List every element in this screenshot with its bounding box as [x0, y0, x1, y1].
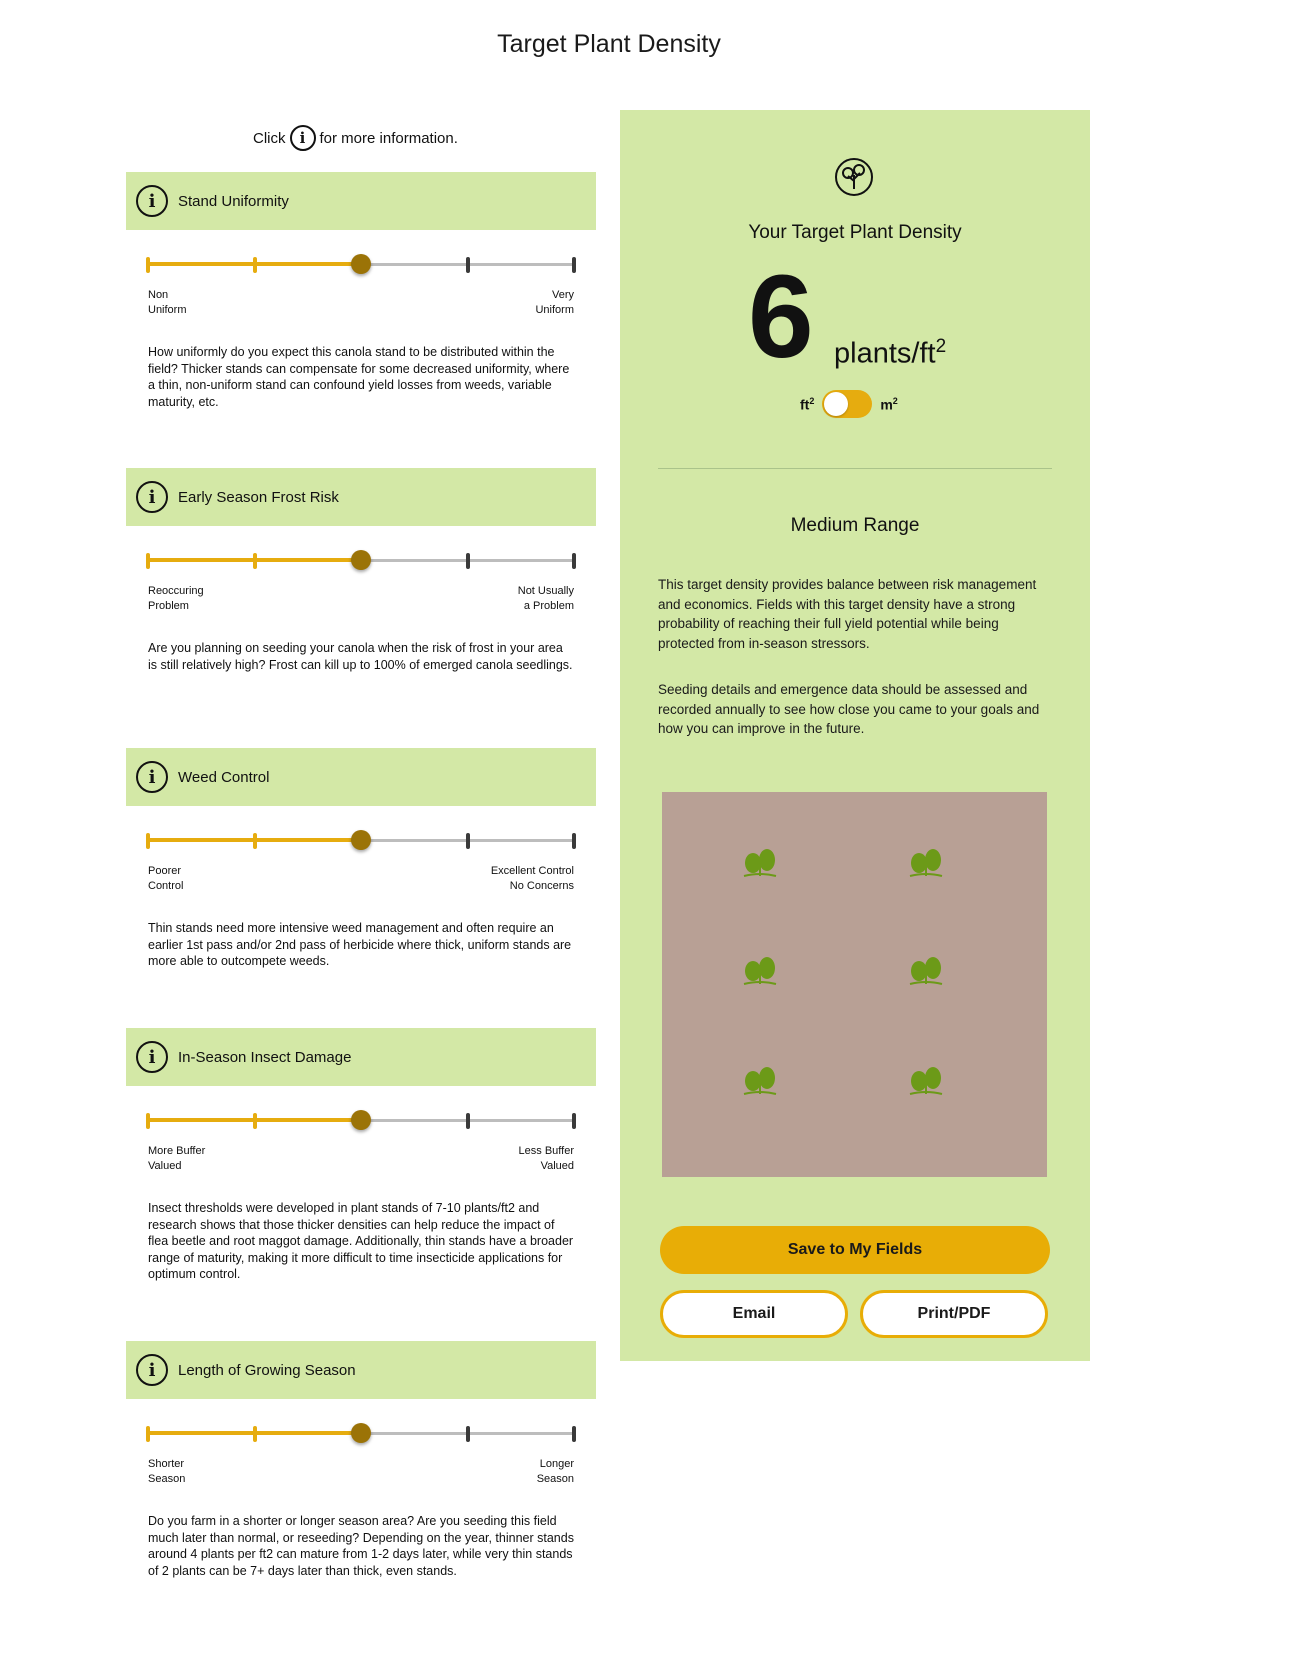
- canola-plant-icon: [834, 157, 874, 197]
- slider-tick[interactable]: [466, 833, 470, 849]
- result-label: Your Target Plant Density: [748, 222, 962, 243]
- save-to-my-fields-button[interactable]: Save to My Fields: [660, 1226, 1050, 1274]
- info-icon[interactable]: i: [136, 1041, 168, 1073]
- factor-title: Length of Growing Season: [178, 1361, 356, 1379]
- result-panel: [620, 110, 1090, 1361]
- slider-handle[interactable]: [351, 1110, 371, 1130]
- range-paragraph: This target density provides balance between risk management and economics. Fields with this target density have a strong probability of reaching their full yield potential while being protected from in-season stressors.: [658, 577, 1037, 651]
- slider-tick[interactable]: [466, 257, 470, 273]
- toggle-label-m: $m^2$: [880, 395, 898, 413]
- divider: [658, 468, 1052, 469]
- factor-slider[interactable]: [148, 250, 574, 280]
- plant-icon: [740, 848, 780, 880]
- density-unit: [834, 336, 946, 371]
- factor-header[interactable]: [126, 1341, 596, 1399]
- slider-right-label: Excellent Control No Concerns: [490, 865, 574, 892]
- factor-slider[interactable]: [148, 1106, 574, 1136]
- factor-section: [126, 1028, 596, 1283]
- slider-tick[interactable]: [146, 1113, 150, 1129]
- slider-tick[interactable]: [572, 1113, 576, 1129]
- slider-tick[interactable]: [146, 833, 150, 849]
- factor-section: [126, 468, 596, 673]
- slider-tick[interactable]: [466, 553, 470, 569]
- slider-right-label: Very Uniform: [535, 289, 574, 316]
- slider-left-label: More Buffer Valued: [148, 1145, 206, 1172]
- factor-header[interactable]: [126, 468, 596, 526]
- info-icon[interactable]: i: [136, 185, 168, 217]
- factor-title: Early Season Frost Risk: [178, 488, 339, 506]
- slider-handle[interactable]: [351, 254, 371, 274]
- slider-handle[interactable]: [351, 830, 371, 850]
- factor-description: Thin stands need more intensive weed management and often require an earlier 1st pass and/or 2nd pass of herbicide where thick, uniform stands are more able to outcompete weeds.: [148, 921, 572, 968]
- unit-exponent: 2: [935, 336, 947, 357]
- slider-tick[interactable]: [146, 257, 150, 273]
- page-title: Target Plant Density: [497, 30, 721, 58]
- slider-tick[interactable]: [466, 1426, 470, 1442]
- slider-end-labels: [148, 1457, 574, 1487]
- slider-left-label: Non Uniform: [148, 289, 187, 316]
- plant-icon: [906, 1066, 946, 1098]
- unit-toggle[interactable]: [822, 390, 872, 418]
- slider-tick[interactable]: [253, 833, 257, 849]
- factor-title: Weed Control: [178, 768, 270, 786]
- plant-icon: [906, 848, 946, 880]
- factor-slider[interactable]: [148, 826, 574, 856]
- factor-header[interactable]: [126, 748, 596, 806]
- density-value: 6: [748, 251, 812, 383]
- slider-tick[interactable]: [572, 833, 576, 849]
- slider-end-labels: [148, 288, 574, 318]
- slider-end-labels: [148, 1144, 574, 1174]
- slider-tick[interactable]: [572, 257, 576, 273]
- toggle-label-ft: $ft^2$: [800, 395, 815, 413]
- factor-description: Are you planning on seeding your canola when the risk of frost in your area is still relatively high? Frost can kill up to 100% of emerged canola seedlings.: [148, 641, 573, 672]
- plant-icon: [740, 956, 780, 988]
- info-hint-suffix: for more information.: [319, 129, 458, 147]
- factor-section: [126, 748, 596, 970]
- slider-right-label: Longer Season: [536, 1458, 574, 1485]
- slider-tick[interactable]: [253, 257, 257, 273]
- slider-handle[interactable]: [351, 550, 371, 570]
- slider-handle[interactable]: [351, 1423, 371, 1443]
- slider-left-label: Shorter Season: [148, 1458, 186, 1485]
- factor-section: [126, 1341, 596, 1579]
- slider-tick[interactable]: [466, 1113, 470, 1129]
- info-hint-prefix: Click: [253, 129, 286, 147]
- info-icon[interactable]: i: [136, 761, 168, 793]
- slider-tick[interactable]: [572, 553, 576, 569]
- slider-tick[interactable]: [146, 553, 150, 569]
- factor-section: [126, 172, 596, 410]
- email-button[interactable]: Email: [660, 1290, 848, 1338]
- slider-right-label: Not Usually a Problem: [517, 585, 574, 612]
- unit-toggle-row: [800, 390, 898, 418]
- factor-title: In-Season Insect Damage: [178, 1048, 352, 1066]
- range-title: Medium Range: [790, 515, 920, 536]
- factor-description: How uniformly do you expect this canola stand to be distributed within the field? Thicker stands can compensate for some decreased uniformity, where a thin, non-uniform stand can confound yield losses from weeds, variable maturity, etc.: [148, 345, 570, 409]
- slider-tick[interactable]: [146, 1426, 150, 1442]
- info-icon: i: [290, 125, 316, 151]
- factor-description: Insect thresholds were developed in plant stands of 7-10 plants/ft2 and research shows that those thicker densities can help reduce the impact of flea beetle and root maggot damage. Additionally, thin stands have a broader range of maturity, making it more difficult to time insecticide applications for optimum control.: [148, 1201, 574, 1281]
- print-pdf-button[interactable]: Print/PDF: [860, 1290, 1048, 1338]
- factor-slider[interactable]: [148, 1419, 574, 1449]
- factor-header[interactable]: [126, 1028, 596, 1086]
- slider-left-label: Reoccuring Problem: [148, 585, 204, 612]
- slider-tick[interactable]: [253, 1113, 257, 1129]
- info-hint: [253, 125, 458, 151]
- slider-tick[interactable]: [572, 1426, 576, 1442]
- factor-title: Stand Uniformity: [178, 192, 289, 210]
- factor-header[interactable]: [126, 172, 596, 230]
- slider-tick[interactable]: [253, 1426, 257, 1442]
- unit-base: plants/ft: [834, 337, 936, 370]
- info-icon[interactable]: i: [136, 1354, 168, 1386]
- slider-right-label: Less Buffer Valued: [518, 1145, 574, 1172]
- toggle-knob: [824, 392, 848, 416]
- density-visual-plot: [662, 792, 1047, 1177]
- factor-slider[interactable]: [148, 546, 574, 576]
- slider-left-label: Poorer Control: [148, 865, 184, 892]
- factor-description: Do you farm in a shorter or longer season area? Are you seeding this field much later than normal, or reseeding? Depending on the year, thinner stands around 4 plants per ft2 can mature from 1-2 days later, while very thin stands of 2 plants can be 7+ days later than thick, even stands.: [148, 1514, 574, 1578]
- plant-icon: [906, 956, 946, 988]
- plant-icon: [740, 1066, 780, 1098]
- slider-end-labels: [148, 584, 574, 614]
- info-icon[interactable]: i: [136, 481, 168, 513]
- slider-end-labels: [148, 864, 574, 894]
- slider-tick[interactable]: [253, 553, 257, 569]
- range-paragraph: Seeding details and emergence data should be assessed and recorded annually to see how close you came to your goals and how you can improve in the future.: [658, 682, 1040, 736]
